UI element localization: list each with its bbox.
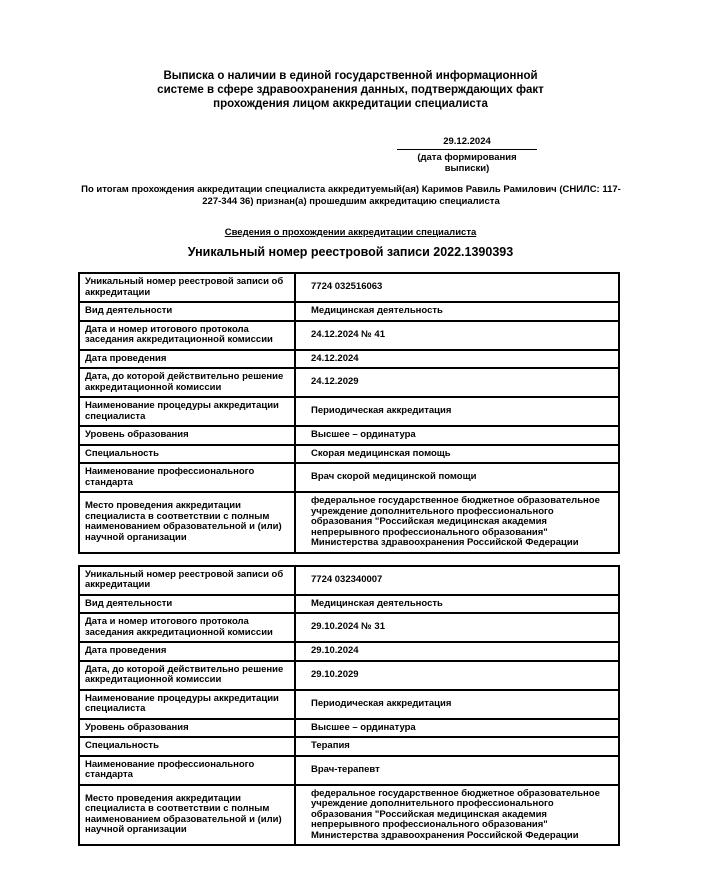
record-row	[79, 661, 619, 690]
section-heading: Сведения о прохождении аккредитации специалиста	[224, 227, 477, 238]
record-field-value: 24.12.2029	[295, 368, 619, 397]
record-field-label: Наименование профессионального стандарта	[79, 756, 295, 785]
record-row	[79, 566, 619, 595]
record-field-label: Уникальный номер реестровой записи об аккредитации	[79, 273, 295, 302]
record-field-label: Место проведения аккредитации специалиста в соответствии с полным наименованием образовательной и (или) научной организации	[79, 492, 295, 553]
record-field-value: 24.12.2024 № 41	[295, 321, 619, 350]
record-row	[79, 445, 619, 464]
record-field-label: Специальность	[79, 737, 295, 756]
record-field-label: Наименование процедуры аккредитации специалиста	[79, 397, 295, 426]
record-field-label: Уровень образования	[79, 426, 295, 445]
record-field-value: 7724 032516063	[295, 273, 619, 302]
record-row	[79, 719, 619, 738]
record-field-label: Специальность	[79, 445, 295, 464]
record-field-label: Дата, до которой действительно решение аккредитационной комиссии	[79, 368, 295, 397]
record-field-label: Наименование профессионального стандарта	[79, 463, 295, 492]
record-field-value: Медицинская деятельность	[295, 302, 619, 321]
record-field-label: Дата проведения	[79, 642, 295, 661]
record-row	[79, 785, 619, 846]
record-field-value: 29.10.2024 № 31	[295, 613, 619, 642]
record-row	[79, 737, 619, 756]
record-field-value: 24.12.2024	[295, 350, 619, 369]
record-field-value: Высшее – ординатура	[295, 719, 619, 738]
record-field-value: Терапия	[295, 737, 619, 756]
record-row	[79, 302, 619, 321]
record-row	[79, 368, 619, 397]
record-row	[79, 690, 619, 719]
record-field-value: 7724 032340007	[295, 566, 619, 595]
record-field-label: Дата и номер итогового протокола заседания аккредитационной комиссии	[79, 321, 295, 350]
record-row	[79, 350, 619, 369]
record-field-label: Дата проведения	[79, 350, 295, 369]
record-field-value: 29.10.2029	[295, 661, 619, 690]
extract-date-block	[397, 136, 537, 174]
extract-date-caption: (дата формирования выписки)	[417, 152, 517, 174]
record-field-label: Дата и номер итогового протокола заседания аккредитационной комиссии	[79, 613, 295, 642]
record-field-value: Периодическая аккредитация	[295, 397, 619, 426]
record-row	[79, 595, 619, 614]
record-field-value: Скорая медицинская помощь	[295, 445, 619, 464]
record-field-value: Медицинская деятельность	[295, 595, 619, 614]
document-title-line: системе в сфере здравоохранения данных, подтверждающих факт	[157, 84, 544, 96]
record-field-value: Высшее – ординатура	[295, 426, 619, 445]
record-field-label: Дата, до которой действительно решение аккредитационной комиссии	[79, 661, 295, 690]
record-field-value: федеральное государственное бюджетное образовательное учреждение дополнительного профессионального образования "Российская медицинская академия непрерывного профессионального образования" Министерства здравоохранения Российской Федерации	[295, 492, 619, 553]
record-row	[79, 273, 619, 302]
record-field-value: федеральное государственное бюджетное образовательное учреждение дополнительного профессионального образования "Российская медицинская академия непрерывного профессионального образования" Министерства здравоохранения Российской Федерации	[295, 785, 619, 846]
record-row	[79, 756, 619, 785]
accreditation-record-table-1	[78, 272, 620, 554]
record-row	[79, 613, 619, 642]
record-field-label: Вид деятельности	[79, 595, 295, 614]
record-field-label: Место проведения аккредитации специалиста в соответствии с полным наименованием образовательной и (или) научной организации	[79, 785, 295, 846]
record-field-label: Вид деятельности	[79, 302, 295, 321]
record-row	[79, 321, 619, 350]
record-field-label: Уровень образования	[79, 719, 295, 738]
document-title	[0, 69, 701, 111]
document-title-line: Выписка о наличии в единой государственной информационной	[163, 70, 538, 82]
document-title-line: прохождения лицом аккредитации специалиста	[213, 98, 488, 110]
accreditation-record-table-2	[78, 565, 620, 847]
accreditation-records	[78, 272, 620, 846]
record-row	[79, 492, 619, 553]
extract-date-value: 29.12.2024	[397, 136, 537, 150]
record-field-value: Врач-терапевт	[295, 756, 619, 785]
record-field-label: Наименование процедуры аккредитации специалиста	[79, 690, 295, 719]
record-row	[79, 642, 619, 661]
accreditation-summary-paragraph: По итогам прохождения аккредитации специалиста аккредитуемый(ая) Каримов Равиль Рамилович (СНИЛС: 117-227-344 36) признан(а) прошедшим аккредитацию специалиста	[81, 184, 621, 207]
record-field-value: 29.10.2024	[295, 642, 619, 661]
record-field-value: Периодическая аккредитация	[295, 690, 619, 719]
record-row	[79, 426, 619, 445]
record-row	[79, 463, 619, 492]
record-row	[79, 397, 619, 426]
record-field-label: Уникальный номер реестровой записи об аккредитации	[79, 566, 295, 595]
record-field-value: Врач скорой медицинской помощи	[295, 463, 619, 492]
registry-number-heading: Уникальный номер реестровой записи 2022.1390393	[187, 245, 514, 259]
